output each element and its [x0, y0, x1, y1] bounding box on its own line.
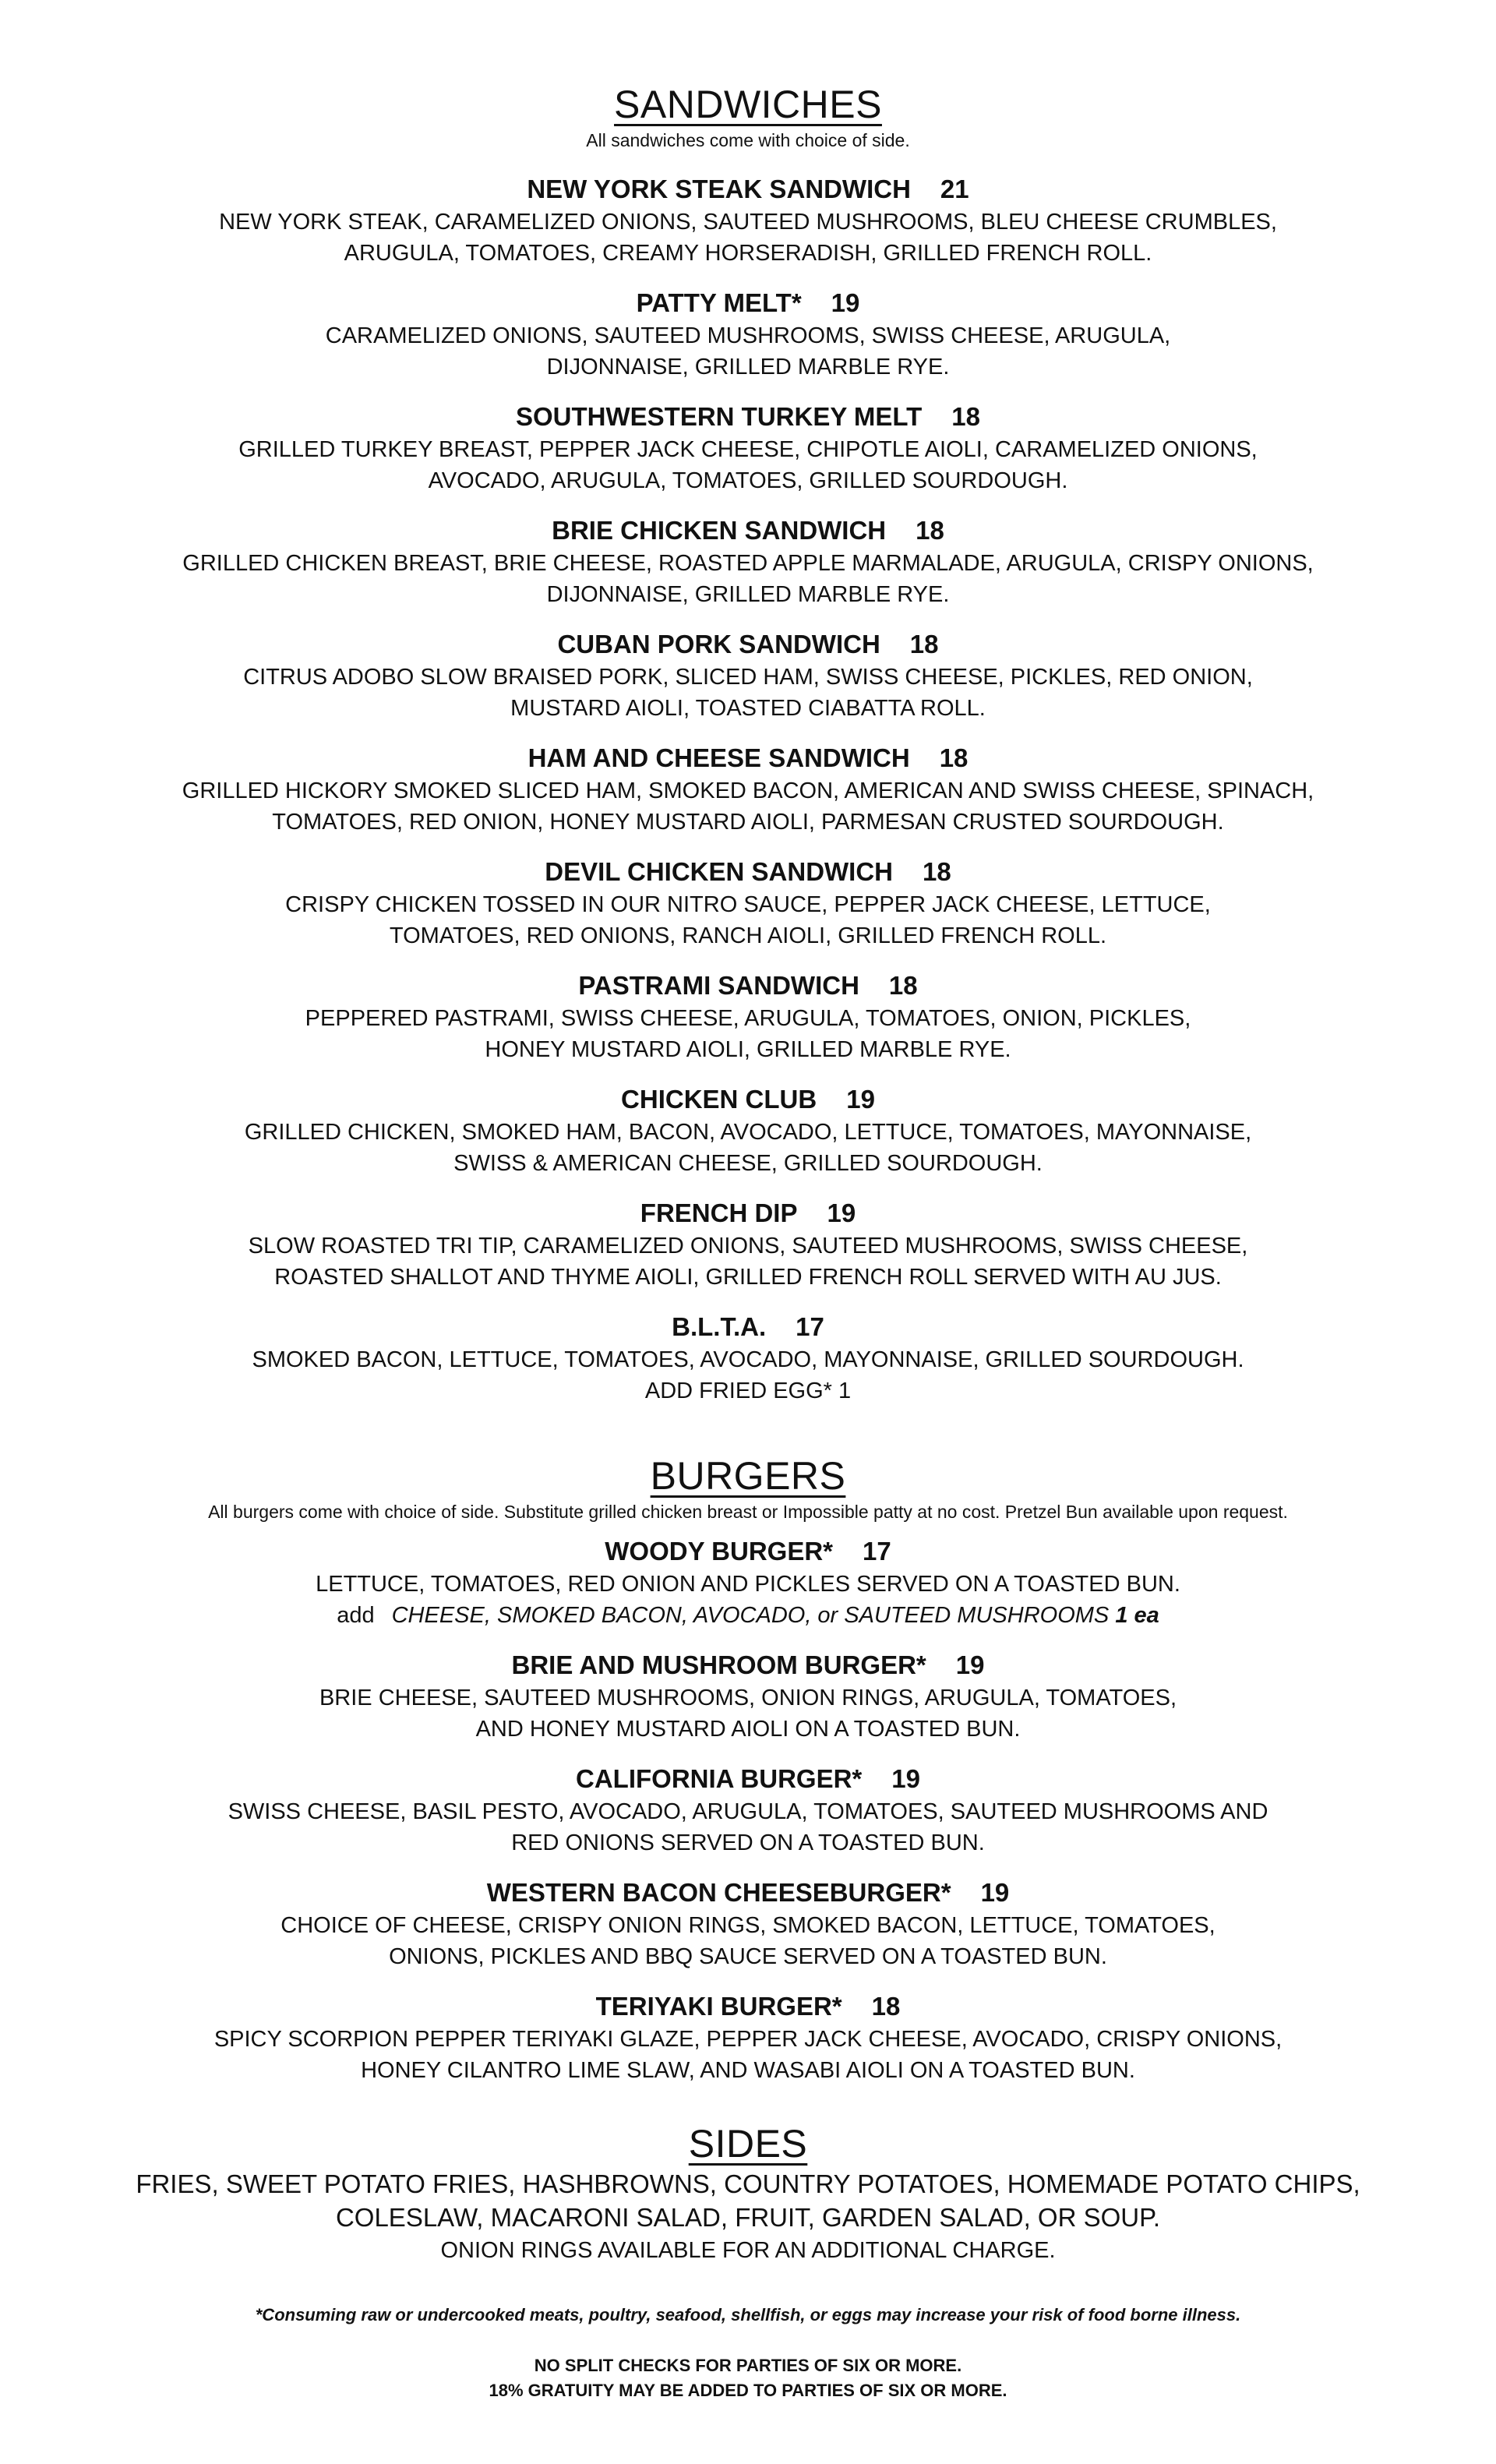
item-name: BRIE CHICKEN SANDWICH [552, 516, 887, 545]
item-desc-line: ROASTED SHALLOT AND THYME AIOLI, GRILLED FRENCH ROLL SERVED WITH AU JUS. [274, 1264, 1222, 1290]
burgers-section [0, 1456, 1496, 1523]
item-desc-line: AND HONEY MUSTARD AIOLI ON A TOASTED BUN. [475, 1716, 1021, 1742]
item-desc-line: SWISS CHEESE, BASIL PESTO, AVOCADO, ARUGULA, TOMATOES, SAUTEED MUSHROOMS AND [228, 1799, 1268, 1824]
sandwiches-section [0, 84, 1496, 151]
item-desc-line: HONEY CILANTRO LIME SLAW, AND WASABI AIOLI ON A TOASTED BUN. [361, 2057, 1135, 2083]
item-name: WESTERN BACON CHEESEBURGER* [486, 1878, 951, 1907]
item-desc-line: SWISS & AMERICAN CHEESE, GRILLED SOURDOUGH. [453, 1150, 1043, 1176]
item-desc-line: DIJONNAISE, GRILLED MARBLE RYE. [546, 581, 950, 607]
item-price: 19 [980, 1878, 1010, 1907]
burger-addon-line [0, 1600, 1496, 1631]
sides-line: COLESLAW, MACARONI SALAD, FRUIT, GARDEN SALAD, OR SOUP. [335, 2202, 1161, 2232]
menu-item-brie-chicken [0, 514, 1496, 610]
item-price: 18 [888, 971, 918, 1000]
item-name: CUBAN PORK SANDWICH [557, 630, 880, 658]
item-price: 21 [940, 175, 969, 203]
sides-list [0, 2168, 1496, 2266]
item-name: FRENCH DIP [640, 1198, 798, 1227]
item-desc-line: GRILLED HICKORY SMOKED SLICED HAM, SMOKED BACON, AMERICAN AND SWISS CHEESE, SPINACH, [182, 778, 1314, 803]
section-title-burgers: BURGERS [650, 1454, 846, 1498]
addon-prefix: add [337, 1602, 375, 1628]
addon-items: CHEESE, SMOKED BACON, AVOCADO, or SAUTEED MUSHROOMS [391, 1602, 1110, 1628]
menu-item-chicken-club [0, 1083, 1496, 1179]
menu-item-ham-and-cheese [0, 742, 1496, 838]
menu-item-southwestern-turkey-melt [0, 401, 1496, 496]
menu-item-devil-chicken [0, 856, 1496, 951]
section-title-sides: SIDES [688, 2122, 808, 2166]
item-desc-line: PEPPERED PASTRAMI, SWISS CHEESE, ARUGULA, TOMATOES, ONION, PICKLES, [305, 1005, 1191, 1031]
item-desc-line: CHOICE OF CHEESE, CRISPY ONION RINGS, SMOKED BACON, LETTUCE, TOMATOES, [280, 1912, 1216, 1938]
item-price: 19 [846, 1085, 875, 1114]
item-desc-line: LETTUCE, TOMATOES, RED ONION AND PICKLES SERVED ON A TOASTED BUN. [316, 1571, 1180, 1597]
menu-item-teriyaki-burger [0, 1990, 1496, 2086]
item-price: 18 [909, 630, 939, 658]
item-name: SOUTHWESTERN TURKEY MELT [516, 402, 923, 431]
item-name: TERIYAKI BURGER* [595, 1992, 842, 2021]
item-name: HAM AND CHEESE SANDWICH [527, 743, 910, 772]
item-desc-line: BRIE CHEESE, SAUTEED MUSHROOMS, ONION RINGS, ARUGULA, TOMATOES, [319, 1685, 1177, 1710]
item-name: CALIFORNIA BURGER* [576, 1764, 863, 1793]
item-desc-line: CARAMELIZED ONIONS, SAUTEED MUSHROOMS, SWISS CHEESE, ARUGULA, [325, 323, 1171, 348]
item-desc-line: NEW YORK STEAK, CARAMELIZED ONIONS, SAUTEED MUSHROOMS, BLEU CHEESE CRUMBLES, [219, 209, 1277, 235]
item-name: WOODY BURGER* [605, 1537, 834, 1566]
item-name: DEVIL CHICKEN SANDWICH [545, 857, 894, 886]
item-price: 18 [951, 402, 980, 431]
menu-item-brie-mushroom-burger [0, 1649, 1496, 1745]
item-price: 18 [916, 516, 944, 545]
item-desc-line: TOMATOES, RED ONIONS, RANCH AIOLI, GRILLED FRENCH ROLL. [389, 923, 1107, 948]
item-price: 19 [827, 1198, 856, 1227]
sides-note: ONION RINGS AVAILABLE FOR AN ADDITIONAL CHARGE. [440, 2237, 1056, 2263]
menu-item-western-bacon-cheeseburger [0, 1876, 1496, 1972]
item-desc-line: GRILLED TURKEY BREAST, PEPPER JACK CHEESE, CHIPOTLE AIOLI, CARAMELIZED ONIONS, [238, 436, 1258, 462]
menu-item-blta [0, 1311, 1496, 1407]
menu-item-woody-burger [0, 1535, 1496, 1631]
item-desc-line: DIJONNAISE, GRILLED MARBLE RYE. [546, 354, 950, 379]
item-desc-line: ARUGULA, TOMATOES, CREAMY HORSERADISH, GRILLED FRENCH ROLL. [344, 240, 1152, 266]
menu-item-french-dip [0, 1197, 1496, 1293]
item-desc-line: RED ONIONS SERVED ON A TOASTED BUN. [511, 1830, 985, 1855]
sides-line: FRIES, SWEET POTATO FRIES, HASHBROWNS, COUNTRY POTATOES, HOMEMADE POTATO CHIPS, [136, 2169, 1360, 2198]
item-name: B.L.T.A. [672, 1312, 767, 1341]
policy-line: 18% GRATUITY MAY BE ADDED TO PARTIES OF SIX OR MORE. [489, 2380, 1007, 2400]
item-price: 19 [831, 288, 860, 317]
item-desc-line: SMOKED BACON, LETTUCE, TOMATOES, AVOCADO, MAYONNAISE, GRILLED SOURDOUGH. [252, 1347, 1244, 1372]
sandwiches-note: All sandwiches come with choice of side. [586, 129, 910, 150]
item-desc-line: ADD FRIED EGG* 1 [644, 1378, 852, 1403]
item-desc-line: AVOCADO, ARUGULA, TOMATOES, GRILLED SOURDOUGH. [428, 468, 1068, 493]
item-desc-line: CRISPY CHICKEN TOSSED IN OUR NITRO SAUCE, PEPPER JACK CHEESE, LETTUCE, [285, 891, 1211, 917]
item-desc-line: CITRUS ADOBO SLOW BRAISED PORK, SLICED HAM, SWISS CHEESE, PICKLES, RED ONION, [243, 664, 1253, 690]
item-desc-line: SLOW ROASTED TRI TIP, CARAMELIZED ONIONS, SAUTEED MUSHROOMS, SWISS CHEESE, [248, 1233, 1248, 1258]
item-desc-line: ONIONS, PICKLES AND BBQ SAUCE SERVED ON A TOASTED BUN. [389, 1943, 1107, 1969]
item-price: 19 [955, 1650, 985, 1679]
item-price: 18 [939, 743, 969, 772]
menu-item-cuban-pork [0, 628, 1496, 724]
sides-section [0, 2123, 1496, 2165]
item-price: 18 [923, 857, 951, 886]
item-price: 19 [891, 1764, 920, 1793]
menu-item-patty-melt [0, 287, 1496, 383]
item-price: 17 [863, 1537, 891, 1566]
item-desc-line: GRILLED CHICKEN, SMOKED HAM, BACON, AVOCADO, LETTUCE, TOMATOES, MAYONNAISE, [244, 1119, 1252, 1145]
item-price: 17 [796, 1312, 824, 1341]
menu-item-pastrami [0, 969, 1496, 1065]
item-desc-line: MUSTARD AIOLI, TOASTED CIABATTA ROLL. [510, 695, 986, 721]
item-name: BRIE AND MUSHROOM BURGER* [511, 1650, 926, 1679]
item-name: PASTRAMI SANDWICH [578, 971, 859, 1000]
policy-notes [0, 2353, 1496, 2403]
menu-item-california-burger [0, 1763, 1496, 1859]
item-desc-line: HONEY MUSTARD AIOLI, GRILLED MARBLE RYE. [485, 1036, 1011, 1062]
menu-item-new-york-steak [0, 173, 1496, 269]
addon-price: 1 ea [1115, 1602, 1159, 1628]
item-desc-line: TOMATOES, RED ONION, HONEY MUSTARD AIOLI, PARMESAN CRUSTED SOURDOUGH. [272, 809, 1224, 835]
item-price: 18 [871, 1992, 901, 2021]
item-desc-line: GRILLED CHICKEN BREAST, BRIE CHEESE, ROASTED APPLE MARMALADE, ARUGULA, CRISPY ONIONS, [182, 550, 1314, 576]
burgers-note: All burgers come with choice of side. Substitute grilled chicken breast or Impossible patty at no cost. Pretzel Bun available upon request. [208, 1501, 1288, 1522]
section-title-sandwiches: SANDWICHES [614, 83, 882, 126]
policy-line: NO SPLIT CHECKS FOR PARTIES OF SIX OR MORE. [534, 2356, 962, 2375]
item-name: CHICKEN CLUB [621, 1085, 817, 1114]
item-desc-line: SPICY SCORPION PEPPER TERIYAKI GLAZE, PEPPER JACK CHEESE, AVOCADO, CRISPY ONIONS, [213, 2026, 1283, 2052]
item-name: NEW YORK STEAK SANDWICH [527, 175, 911, 203]
food-safety-disclaimer: *Consuming raw or undercooked meats, poultry, seafood, shellfish, or eggs may increase your risk of food borne illness. [255, 2305, 1241, 2325]
item-name: PATTY MELT* [636, 288, 802, 317]
